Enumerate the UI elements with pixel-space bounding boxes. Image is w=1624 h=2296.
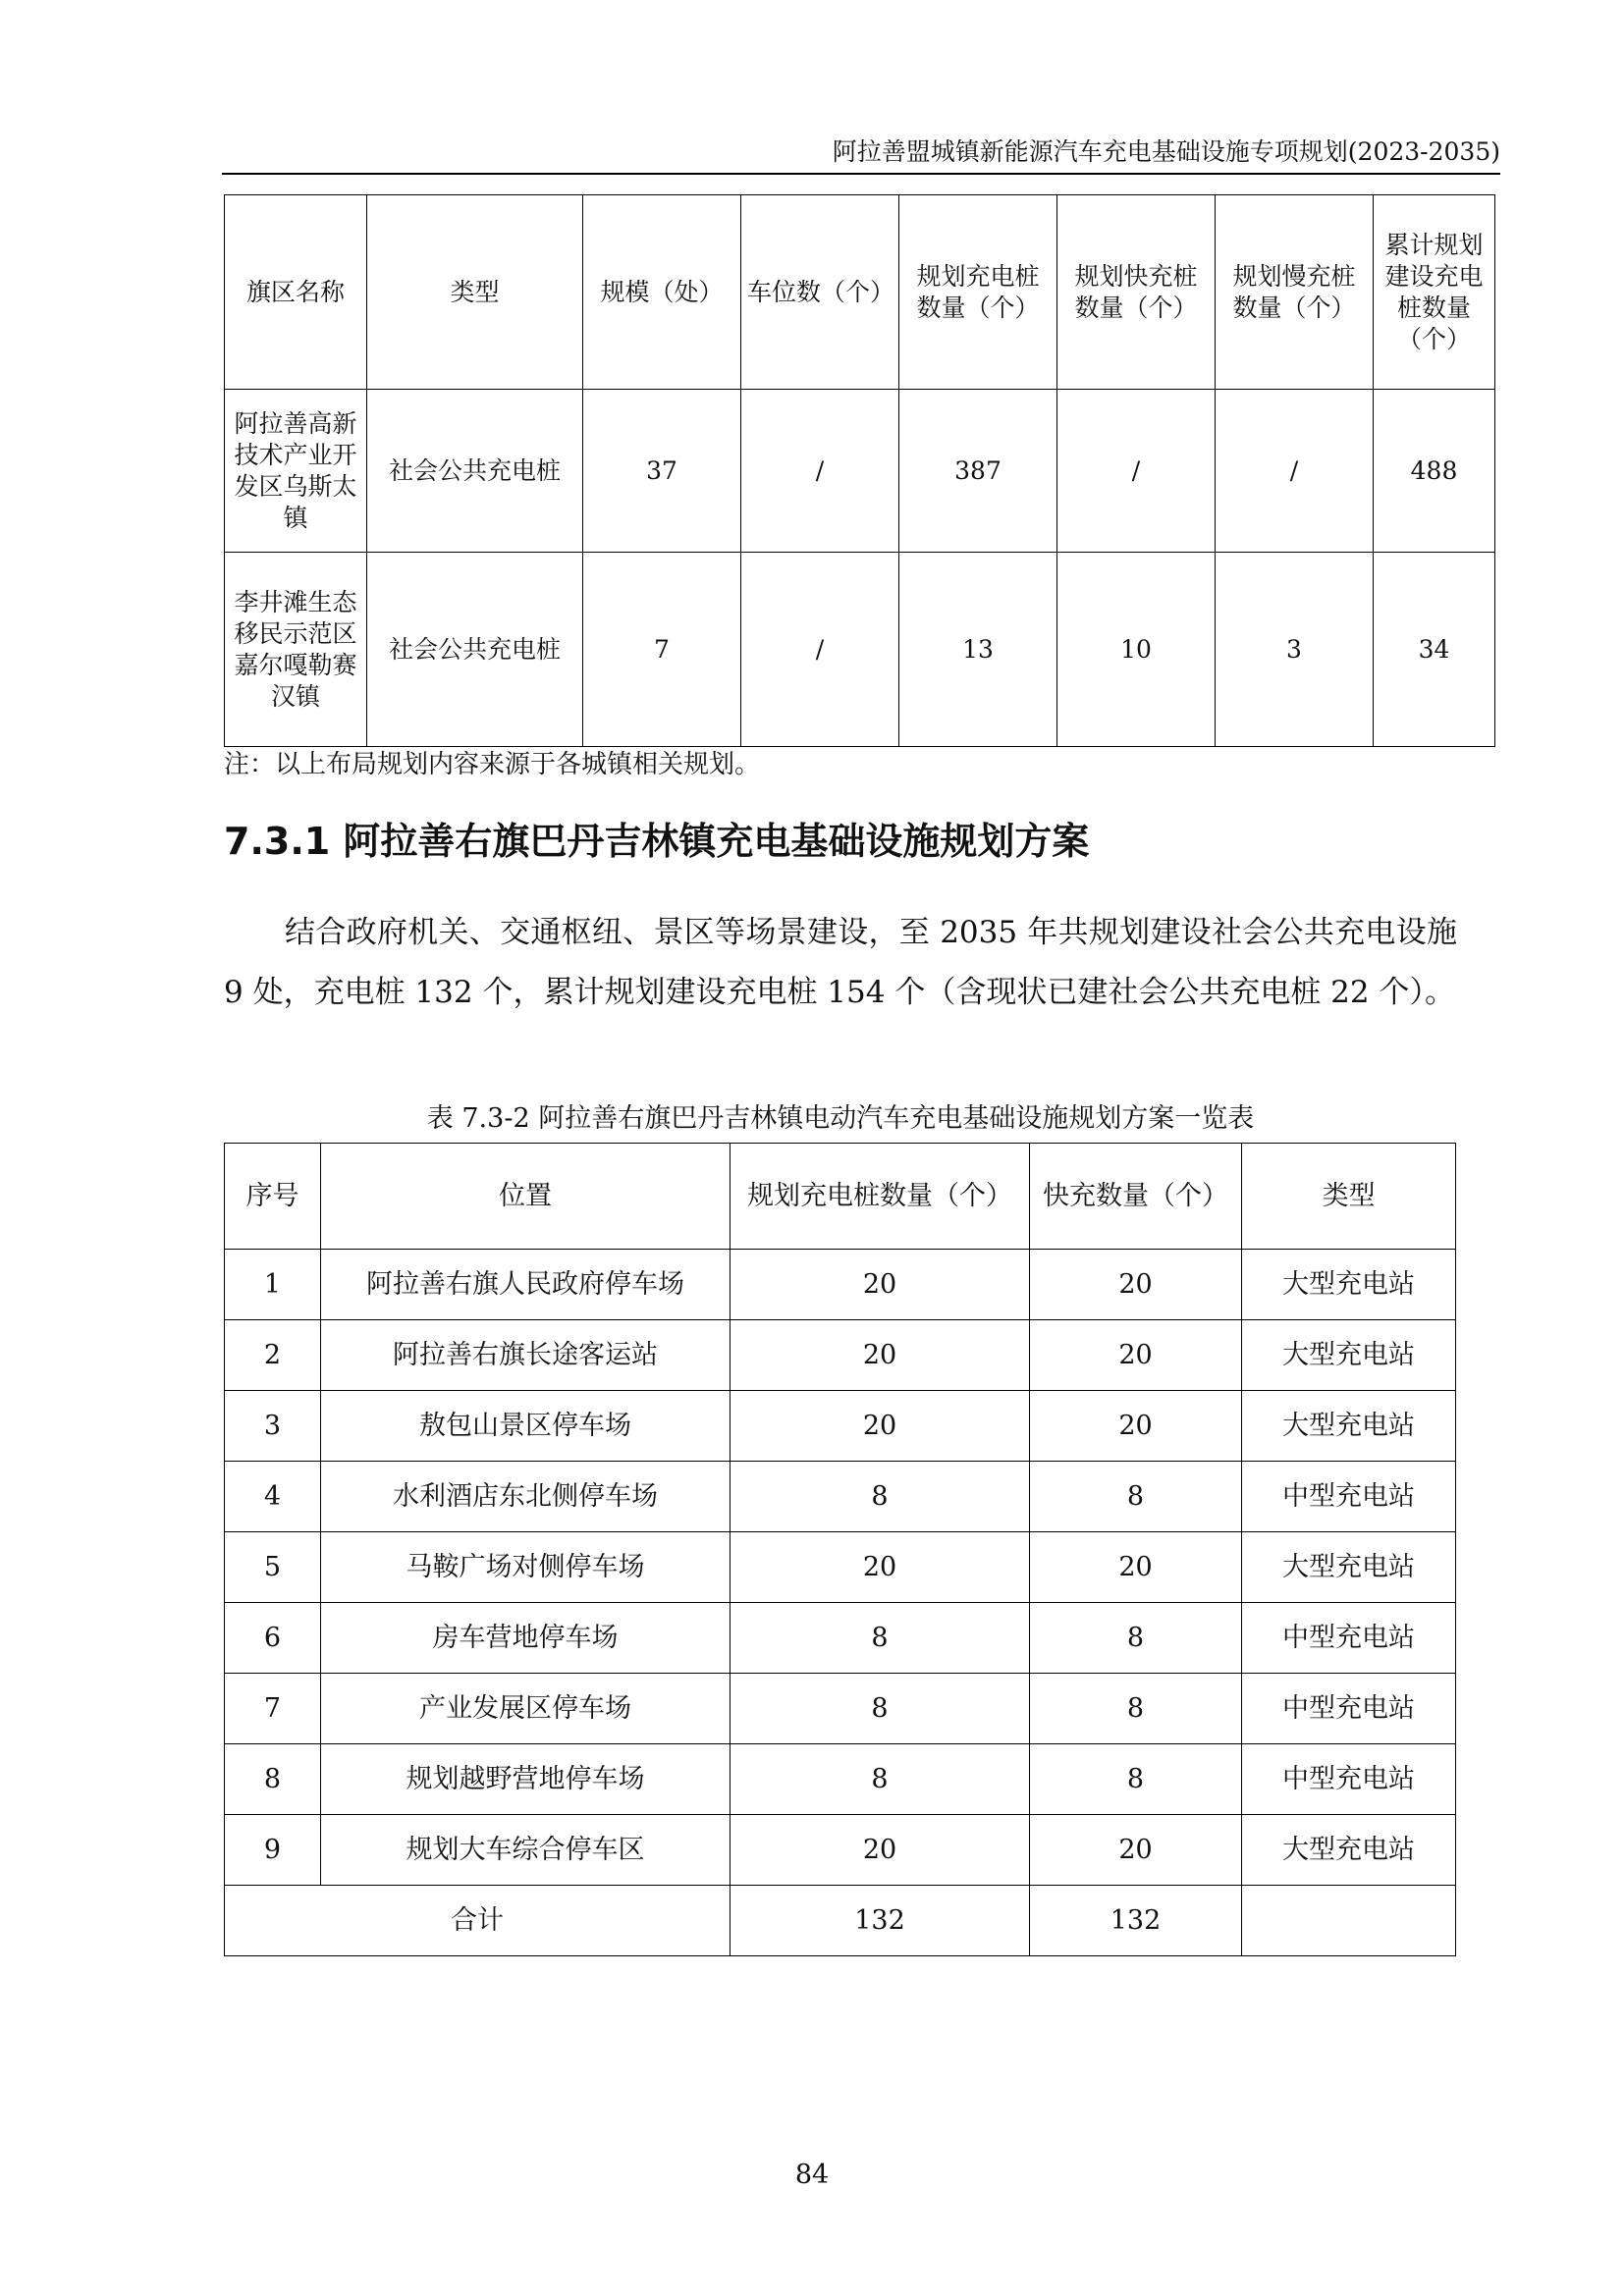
table-note: 注：以上布局规划内容来源于各城镇相关规划。 (224, 750, 761, 779)
table-cell: / (741, 390, 899, 553)
header-cell: 规划充电桩数量（个） (731, 1144, 1030, 1250)
header-cell: 规划慢充桩数量（个） (1216, 195, 1374, 390)
table-cell: 8 (731, 1674, 1030, 1744)
table-cell: 8 (1030, 1744, 1242, 1815)
table-cell: 社会公共充电桩 (367, 553, 583, 747)
header-cell: 序号 (225, 1144, 321, 1250)
total-fast: 132 (1030, 1886, 1242, 1956)
table-cell: 阿拉善右旗人民政府停车场 (321, 1250, 731, 1320)
header-cell: 规划快充桩数量（个） (1057, 195, 1216, 390)
table-cell: 阿拉善高新技术产业开发区乌斯太镇 (225, 390, 367, 553)
table-row (225, 1462, 1456, 1532)
table-row (225, 1744, 1456, 1815)
table-cell: 8 (225, 1744, 321, 1815)
table-cell: 10 (1057, 553, 1216, 747)
table-row (225, 1320, 1456, 1391)
header-cell: 累计规划建设充电桩数量（个） (1374, 195, 1495, 390)
table-cell: 规划大车综合停车区 (321, 1815, 731, 1886)
table-cell: 3 (225, 1391, 321, 1462)
table-cell: 8 (731, 1462, 1030, 1532)
paragraph-text: 结合政府机关、交通枢纽、景区等场景建设，至 2035 年共规划建设社会公共充电设施 9 处，充电桩 132 个，累计规划建设充电桩 154 个（含现状已建社会公共充电桩 22 个）。 (224, 915, 1457, 1010)
body-paragraph (224, 903, 1457, 1023)
table-cell: 阿拉善右旗长途客运站 (321, 1320, 731, 1391)
table-cell: 8 (1030, 1462, 1242, 1532)
page-header: 阿拉善盟城镇新能源汽车充电基础设施专项规划(2023-2035) (222, 137, 1500, 175)
table-cell: 20 (1030, 1532, 1242, 1603)
table-cell: / (1216, 390, 1374, 553)
table-cell: 20 (1030, 1320, 1242, 1391)
table-cell: 9 (225, 1815, 321, 1886)
table-caption: 表 7.3-2 阿拉善右旗巴丹吉林镇电动汽车充电基础设施规划方案一览表 (426, 1103, 1255, 1134)
table-cell: 37 (583, 390, 741, 553)
table-header-row (225, 1144, 1456, 1250)
table-cell: 大型充电站 (1242, 1320, 1456, 1391)
table-row (225, 1250, 1456, 1320)
table-cell: 3 (1216, 553, 1374, 747)
table-cell: 20 (731, 1532, 1030, 1603)
table-cell: 4 (225, 1462, 321, 1532)
table-cell: 34 (1374, 553, 1495, 747)
table-cell: 中型充电站 (1242, 1462, 1456, 1532)
table-cell: 李井滩生态移民示范区嘉尔嘎勒赛汉镇 (225, 553, 367, 747)
header-cell: 类型 (1242, 1144, 1456, 1250)
table-row (225, 1391, 1456, 1462)
table-cell: 马鞍广场对侧停车场 (321, 1532, 731, 1603)
table-cell: 7 (583, 553, 741, 747)
total-charging: 132 (731, 1886, 1030, 1956)
table-cell: 中型充电站 (1242, 1603, 1456, 1674)
section-heading: 7.3.1 阿拉善右旗巴丹吉林镇充电基础设施规划方案 (224, 820, 1090, 863)
table-cell: 20 (731, 1815, 1030, 1886)
table-header-row (225, 195, 1495, 390)
table-cell: 大型充电站 (1242, 1815, 1456, 1886)
table-cell: 20 (1030, 1815, 1242, 1886)
table-cell: / (1057, 390, 1216, 553)
table-cell: 社会公共充电桩 (367, 390, 583, 553)
table-cell: 20 (731, 1320, 1030, 1391)
table-cell: 敖包山景区停车场 (321, 1391, 731, 1462)
table-cell: 房车营地停车场 (321, 1603, 731, 1674)
table-total-row (225, 1886, 1456, 1956)
table-cell: 488 (1374, 390, 1495, 553)
table-cell: / (741, 553, 899, 747)
header-cell: 规划充电桩数量（个） (899, 195, 1057, 390)
total-type (1242, 1886, 1456, 1956)
table-cell: 20 (1030, 1250, 1242, 1320)
table-cell: 产业发展区停车场 (321, 1674, 731, 1744)
header-cell: 快充数量（个） (1030, 1144, 1242, 1250)
table-charging-plan (224, 1143, 1456, 1956)
table-cell: 20 (731, 1250, 1030, 1320)
table-cell: 8 (731, 1744, 1030, 1815)
total-label: 合计 (225, 1886, 731, 1956)
table-cell: 水利酒店东北侧停车场 (321, 1462, 731, 1532)
table-row (225, 390, 1495, 553)
table-cell: 中型充电站 (1242, 1744, 1456, 1815)
table-cell: 13 (899, 553, 1057, 747)
table-cell: 8 (1030, 1603, 1242, 1674)
table-cell: 大型充电站 (1242, 1391, 1456, 1462)
table-cell: 1 (225, 1250, 321, 1320)
header-cell: 规模（处） (583, 195, 741, 390)
table-row (225, 1532, 1456, 1603)
table-row (225, 553, 1495, 747)
table-cell: 5 (225, 1532, 321, 1603)
table-row (225, 1674, 1456, 1744)
page-number: 84 (794, 2160, 830, 2190)
header-cell: 车位数（个） (741, 195, 899, 390)
table-cell: 8 (1030, 1674, 1242, 1744)
table-cell: 20 (731, 1391, 1030, 1462)
table-cell: 387 (899, 390, 1057, 553)
table-row (225, 1815, 1456, 1886)
table-cell: 规划越野营地停车场 (321, 1744, 731, 1815)
table-row (225, 1603, 1456, 1674)
table-cell: 7 (225, 1674, 321, 1744)
table-cell: 大型充电站 (1242, 1250, 1456, 1320)
table-cell: 20 (1030, 1391, 1242, 1462)
table-cell: 2 (225, 1320, 321, 1391)
table-cell: 大型充电站 (1242, 1532, 1456, 1603)
table-cell: 中型充电站 (1242, 1674, 1456, 1744)
table-cell: 6 (225, 1603, 321, 1674)
header-cell: 旗区名称 (225, 195, 367, 390)
header-cell: 位置 (321, 1144, 731, 1250)
table-cell: 8 (731, 1603, 1030, 1674)
header-cell: 类型 (367, 195, 583, 390)
table-town-charging-summary (224, 194, 1495, 747)
